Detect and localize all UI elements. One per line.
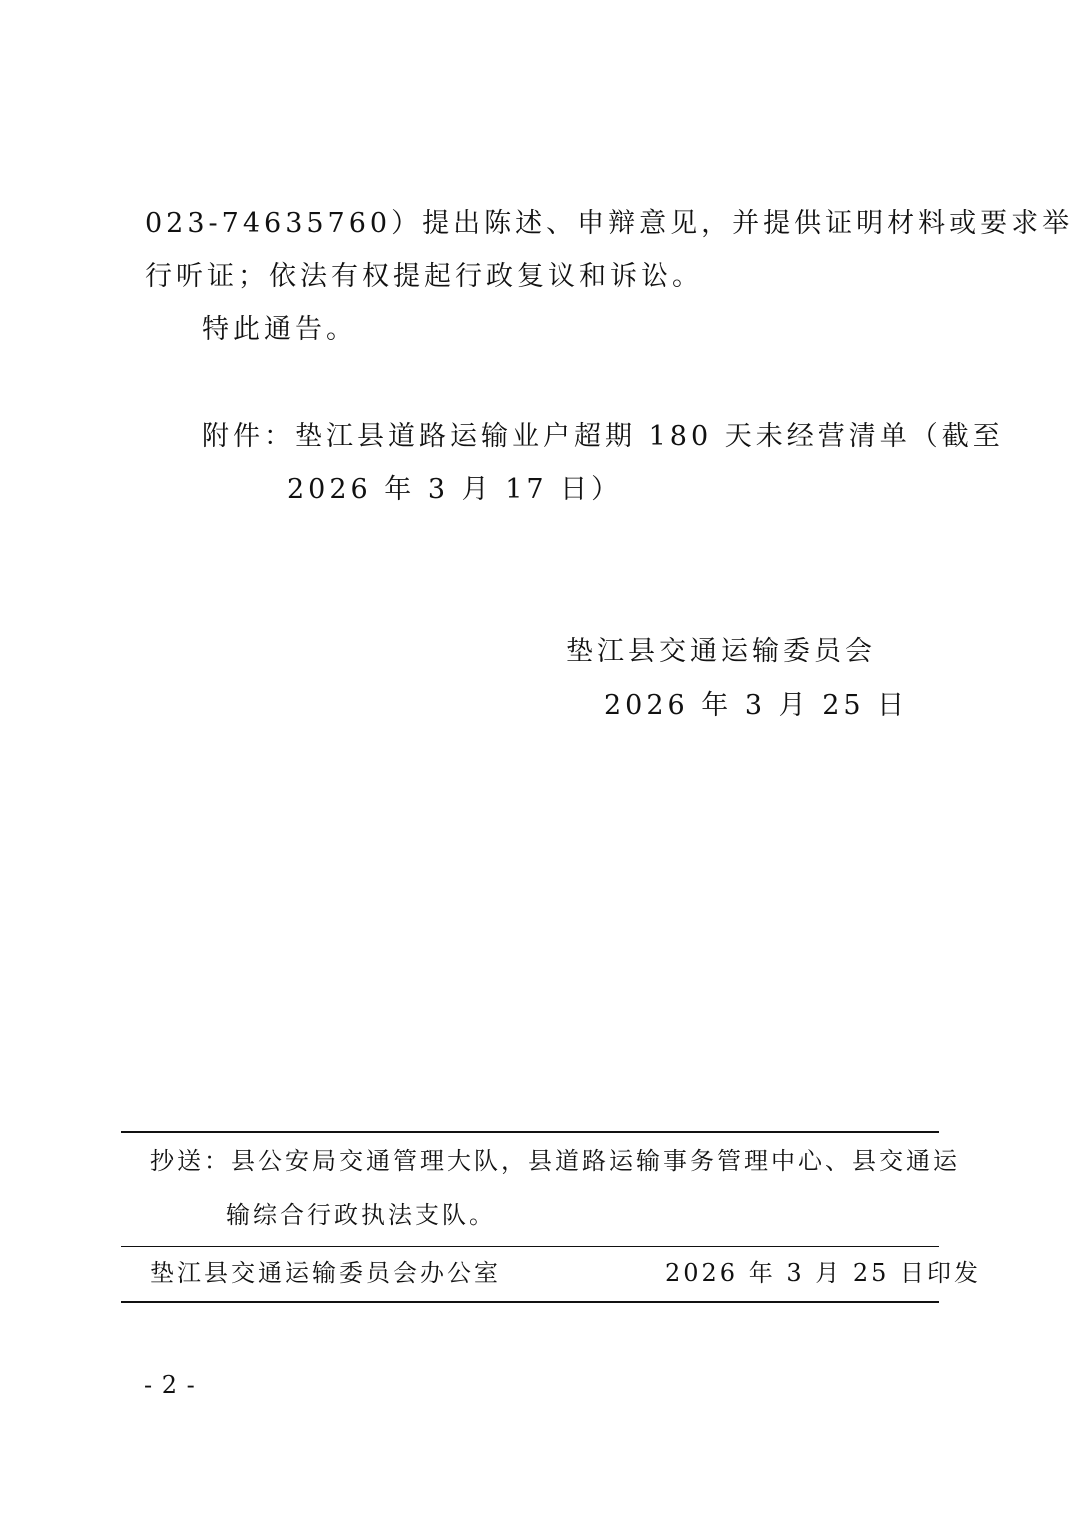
signature-organization: 垫江县交通运输委员会 [566,636,876,667]
issue-date: 2026 年 3 月 25 日印发 [665,1259,982,1287]
attachment-line-1: 附件：垫江县道路运输业户超期 180 天未经营清单（截至 [202,421,1004,452]
footer-top-rule [121,1131,939,1133]
footer-middle-rule [121,1246,939,1247]
cc-line-2: 输综合行政执法支队。 [226,1201,496,1229]
closing-statement: 特此通告。 [202,314,357,345]
body-paragraph-line-2: 行听证；依法有权提起行政复议和诉讼。 [145,261,703,292]
attachment-line-2: 2026 年 3 月 17 日） [287,474,623,505]
page-number: - 2 - [144,1371,196,1399]
issuer-office: 垫江县交通运输委员会办公室 [150,1259,501,1287]
footer-bottom-rule [121,1301,939,1303]
signature-date: 2026 年 3 月 25 日 [604,690,909,721]
body-paragraph-line-1: 023-74635760）提出陈述、申辩意见，并提供证明材料或要求举 [145,208,1074,239]
cc-line-1: 抄送：县公安局交通管理大队，县道路运输事务管理中心、县交通运 [150,1147,960,1175]
